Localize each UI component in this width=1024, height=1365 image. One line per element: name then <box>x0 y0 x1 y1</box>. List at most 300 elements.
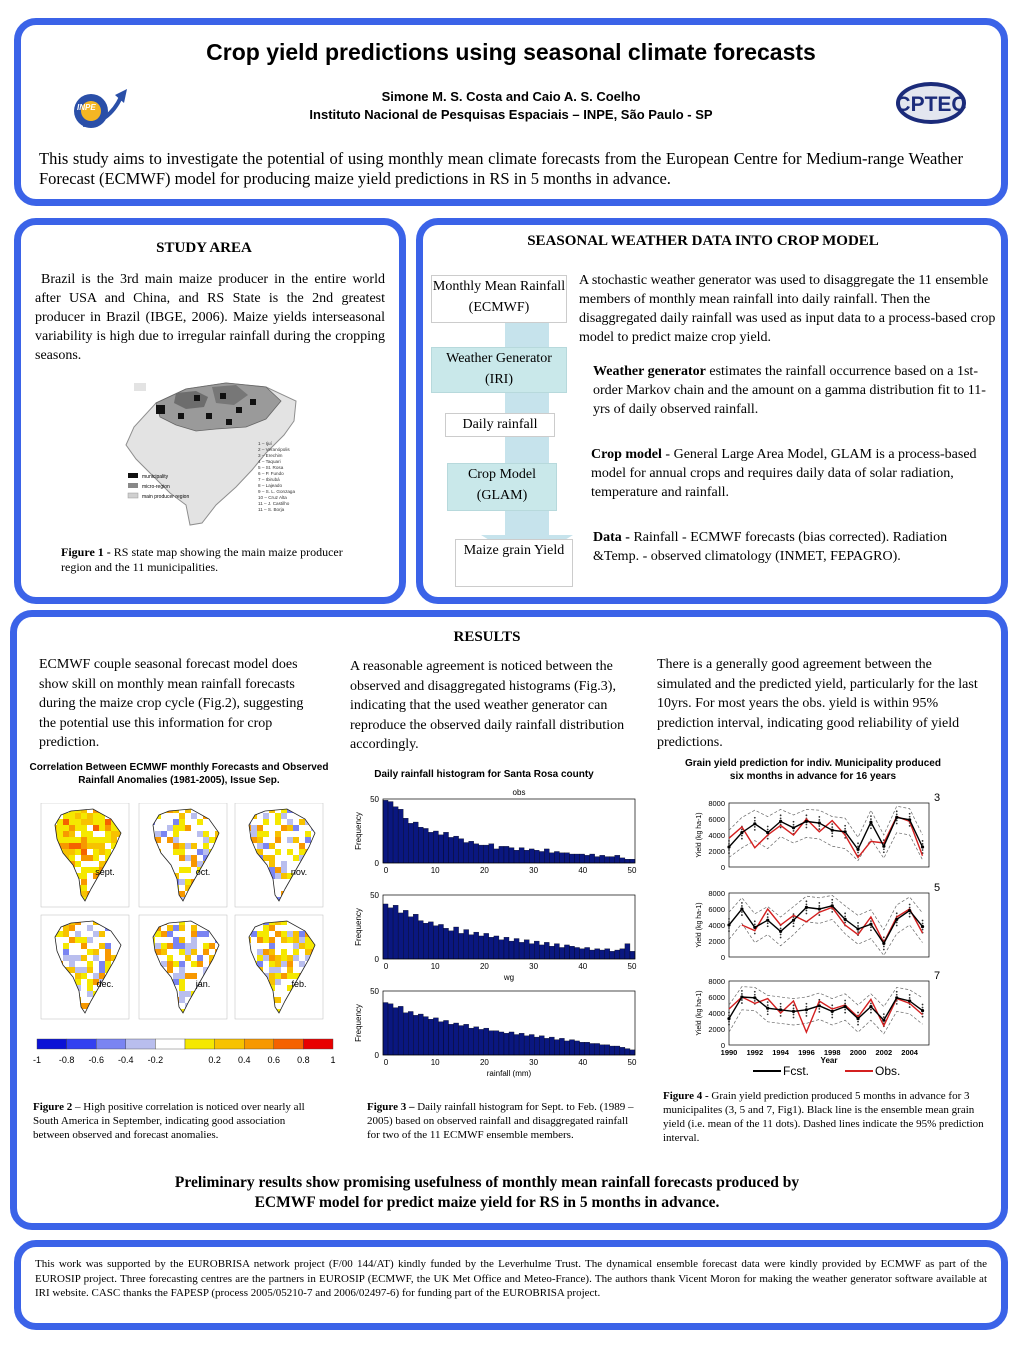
fcst-point <box>740 995 743 998</box>
histogram-bar <box>408 823 413 863</box>
ensemble-dot <box>806 814 808 816</box>
ensemble-dot <box>896 912 898 914</box>
ensemble-dot <box>831 823 833 825</box>
histogram-bar <box>428 832 433 863</box>
histogram-panel-3 <box>354 987 637 1078</box>
yield-y-tick: 6000 <box>708 905 725 914</box>
histogram-bar <box>569 1040 574 1055</box>
ensemble-dot <box>780 817 782 819</box>
ensemble-dot <box>909 813 911 815</box>
histogram-bar <box>388 802 393 863</box>
histogram-bar <box>615 855 620 863</box>
histogram-bar <box>398 1006 403 1055</box>
ensemble-dot <box>909 1006 911 1008</box>
histogram-bar <box>383 904 388 959</box>
ensemble-dot <box>780 1006 782 1008</box>
fcst-point <box>831 1010 834 1013</box>
histogram-x-tick: 0 <box>383 866 389 875</box>
crop-model-desc: - General Large Area Model, GLAM is a process-based model for annual crops and requires daily data of solar radiation, temperature and rainfall. <box>591 447 977 500</box>
fcst-point <box>766 919 769 922</box>
ensemble-dot <box>844 915 846 917</box>
rs-state-map <box>116 375 321 535</box>
flow-box-crop-model: Crop Model (GLAM) <box>447 463 557 511</box>
fcst-point <box>908 909 911 912</box>
abstract: This study aims to investigate the potential of using monthly mean climate forecasts from the European Centre for Medium-range Weather Forecast (ECMWF) model for producing maize yield predictions in RS in 5 months in advance. <box>39 149 963 188</box>
data-label: Data - <box>593 530 630 545</box>
yield-y-tick: 8000 <box>708 799 725 808</box>
histogram-bar <box>519 1033 524 1055</box>
histogram-bar <box>575 947 580 959</box>
ensemble-dot <box>896 823 898 825</box>
histogram-bar <box>474 932 479 959</box>
fcst-point <box>895 918 898 921</box>
ensemble-dot <box>883 949 885 951</box>
yield-y-label: Yield (kg ha-1) <box>696 990 703 1036</box>
histogram-x-tick: 10 <box>430 962 440 971</box>
ensemble-dot <box>870 920 872 922</box>
ensemble-dot <box>806 903 808 905</box>
ensemble-dot <box>870 815 872 817</box>
map-month-label: jan. <box>195 979 211 989</box>
histogram-bar <box>534 850 539 863</box>
colorbar-tick-label: -0.6 <box>88 1055 104 1065</box>
fcst-point <box>805 1008 808 1011</box>
ensemble-dot <box>896 991 898 993</box>
ensemble-dot <box>818 902 820 904</box>
ensemble-dot <box>741 990 743 992</box>
fcst-point <box>792 1010 795 1013</box>
fcst-point <box>727 845 730 848</box>
histogram-bar <box>595 1043 600 1055</box>
ensemble-dot <box>844 825 846 827</box>
histogram-bar <box>494 936 499 959</box>
ensemble-dot <box>767 922 769 924</box>
figure4-caption <box>663 1089 993 1145</box>
histogram-bar <box>438 835 443 863</box>
map-month-label: sept. <box>95 867 115 877</box>
weather-generator-desc: estimates the rainfall occurrence based on a 1st-order Markov chain and the amount on a gamma distribution fit to 11-yrs of daily observed rainfall. <box>593 364 986 417</box>
fcst-point <box>921 1009 924 1012</box>
fcst-point <box>792 826 795 829</box>
ensemble-dot <box>767 913 769 915</box>
yield-y-tick: 2000 <box>708 937 725 946</box>
map-legend-municipality: municipality <box>142 474 169 480</box>
map-list-item: 9 – S. L. Gonzaga <box>258 489 296 494</box>
data-desc: Rainfall - ECMWF forecasts (bias corrected). Radiation &Temp. - observed climatology (INMET, FEPAGRO). <box>593 530 948 564</box>
histogram-bar <box>393 807 398 863</box>
histogram-bar <box>549 1037 554 1055</box>
ensemble-dot <box>741 914 743 916</box>
ensemble-dot <box>909 994 911 996</box>
histogram-bar <box>585 1042 590 1055</box>
map-legend-micro-region: micro-region <box>142 484 170 490</box>
histogram-x-tick: 10 <box>430 1058 440 1067</box>
ensemble-dot <box>806 1003 808 1005</box>
fcst-point <box>882 845 885 848</box>
map-list-item: 8 – Lajeado <box>258 483 283 488</box>
ensemble-dot <box>806 1006 808 1008</box>
ensemble-dot <box>793 821 795 823</box>
histogram-bar <box>428 922 433 959</box>
flow-box-weather-generator: Weather Generator (IRI) <box>431 347 567 393</box>
correlation-map-1 <box>41 803 129 907</box>
histogram-bar <box>564 853 569 863</box>
figure4-caption-text: Grain yield prediction produced 5 months in advance for 3 municipalites (3, 5 and 7, Fig1). Black line is the ensemble mean grain yield (i.e. mean of the 11 dots). Dashed lines indicate the 95% prediction interval. <box>663 1090 984 1144</box>
histogram-bar <box>504 937 509 959</box>
ensemble-dot <box>780 937 782 939</box>
ensemble-dot <box>741 838 743 840</box>
ensemble-dot <box>818 828 820 830</box>
histogram-bar <box>408 917 413 959</box>
ensemble-dot <box>857 842 859 844</box>
histogram-bar <box>575 854 580 863</box>
map-month-label: oct. <box>195 867 211 877</box>
histogram-bar <box>443 1020 448 1055</box>
fcst-point <box>727 1017 730 1020</box>
fcst-point <box>779 820 782 823</box>
map-legend-main-region: main producer region <box>142 494 190 500</box>
histogram-x-tick: 20 <box>479 866 489 875</box>
ensemble-dot <box>793 1004 795 1006</box>
histogram-bar <box>585 947 590 959</box>
yield-y-tick: 2000 <box>708 847 725 856</box>
ensemble-dot <box>754 829 756 831</box>
yield-x-tick: 1994 <box>772 1048 789 1057</box>
fcst-point <box>818 1004 821 1007</box>
histogram-bar <box>559 853 564 863</box>
fcst-point <box>792 919 795 922</box>
map-list-item: 4 – Taquari <box>258 459 281 464</box>
histogram-bar <box>479 845 484 863</box>
ensemble-dot <box>780 827 782 829</box>
yield-y-tick: 4000 <box>708 921 725 930</box>
correlation-map-6 <box>235 915 323 1019</box>
histogram-bar <box>549 946 554 959</box>
histogram-bar <box>388 908 393 959</box>
correlation-map-4 <box>41 915 129 1019</box>
fcst-point <box>856 1017 859 1020</box>
histogram-bar <box>393 905 398 959</box>
histogram-bar <box>549 853 554 863</box>
map-list-item: 1 – Ijuí <box>258 441 272 446</box>
ensemble-dot <box>806 1012 808 1014</box>
histogram-y-tick: 50 <box>370 987 379 996</box>
ensemble-dot <box>793 830 795 832</box>
fcst-point <box>740 831 743 834</box>
yield-panel-5 <box>696 882 940 962</box>
histogram-bar <box>544 1038 549 1055</box>
histogram-bar <box>469 935 474 959</box>
fcst-point <box>921 925 924 928</box>
correlation-map-3 <box>235 803 323 907</box>
ensemble-dot <box>922 1004 924 1006</box>
histogram-x-tick: 50 <box>627 866 637 875</box>
ensemble-dot <box>922 920 924 922</box>
ensemble-dot <box>754 1000 756 1002</box>
histogram-bar <box>595 857 600 863</box>
ensemble-dot <box>883 848 885 850</box>
fcst-point <box>779 1008 782 1011</box>
histogram-bar <box>509 941 514 959</box>
ensemble-dot <box>780 814 782 816</box>
ensemble-dot <box>844 912 846 914</box>
ensemble-dot <box>831 1004 833 1006</box>
histogram-bar <box>534 941 539 959</box>
histogram-bar <box>383 1003 388 1055</box>
fcst-point <box>908 999 911 1002</box>
histogram-bar <box>539 945 544 959</box>
histogram-bar <box>580 1042 585 1055</box>
yield-x-tick: 1998 <box>823 1048 841 1057</box>
colorbar-tick-label: -0.2 <box>147 1055 164 1065</box>
footer-panel <box>14 1240 1008 1330</box>
yield-panel-3 <box>696 792 940 872</box>
histogram-bar <box>413 1015 418 1055</box>
histogram-x-tick: 30 <box>529 962 539 971</box>
ensemble-dot <box>909 997 911 999</box>
colorbar-segment <box>185 1039 215 1049</box>
histogram-bar <box>595 949 600 959</box>
ensemble-dot <box>728 930 730 932</box>
colorbar-segment <box>303 1039 333 1049</box>
fig2-title: Correlation Between ECMWF monthly Forecasts and Observed Rainfall Anomalies (1981-2005), Issue Sep. <box>29 762 329 786</box>
ensemble-dot <box>831 911 833 913</box>
histogram-bar <box>459 1026 464 1055</box>
yield-x-tick: 2000 <box>849 1048 867 1057</box>
yield-x-tick: 2004 <box>901 1048 918 1057</box>
histogram-bar <box>454 927 459 959</box>
histogram-bar <box>615 1046 620 1055</box>
histogram-bar <box>469 841 474 863</box>
histogram-bar <box>539 1036 544 1055</box>
map-month-label: feb. <box>291 979 307 989</box>
legend-fcst-label: Fcst. <box>783 1064 809 1078</box>
histogram-bar <box>625 944 630 959</box>
fcst-point <box>844 830 847 833</box>
ensemble-dot <box>728 921 730 923</box>
histogram-bar <box>569 946 574 959</box>
histogram-bar <box>605 1045 610 1055</box>
histogram-bar <box>564 1041 569 1055</box>
fcst-point <box>908 818 911 821</box>
histogram-bar <box>489 844 494 863</box>
histogram-bar <box>393 1008 398 1055</box>
ensemble-dot <box>857 922 859 924</box>
ensemble-dot <box>728 849 730 851</box>
histogram-x-tick: 30 <box>529 1058 539 1067</box>
map-list-item: 10 – Cruz Alta <box>258 495 287 500</box>
histogram-bar <box>569 854 574 863</box>
ensemble-dot <box>896 1003 898 1005</box>
histogram-bar <box>428 1019 433 1055</box>
ensemble-dot <box>793 1017 795 1019</box>
histogram-bar <box>504 1033 509 1055</box>
ensemble-dot <box>780 927 782 929</box>
yield-panel-label: 7 <box>933 970 941 982</box>
data-text <box>593 528 993 566</box>
histogram-bar <box>564 945 569 959</box>
ensemble-dot <box>883 1013 885 1015</box>
yield-panel-label: 3 <box>933 792 941 804</box>
histogram-bar <box>524 850 529 863</box>
histogram-bar <box>554 944 559 959</box>
fcst-point <box>882 942 885 945</box>
fcst-point <box>869 923 872 926</box>
ensemble-dot <box>780 1003 782 1005</box>
ensemble-dot <box>767 826 769 828</box>
fcst-point <box>856 848 859 851</box>
histogram-y-tick: 50 <box>370 891 379 900</box>
colorbar-segment <box>215 1039 245 1049</box>
seasonal-intro: A stochastic weather generator was used to disaggregate the 11 ensemble members of monthly mean rainfall into daily rainfall. Then the disaggregated daily rainfall was used as input data to a process-based crop model to predict maize crop yield. <box>579 273 996 345</box>
results-col3-text: There is a generally good agreement between the simulated and the predicted yield, particularly for the last 10yrs. For most years the obs. yield is within 95% prediction interval, indicating good reliability of yield predictions. <box>657 657 978 750</box>
histogram-x-tick: 10 <box>430 866 440 875</box>
ensemble-dot <box>922 840 924 842</box>
fcst-point <box>895 996 898 999</box>
histogram-bar <box>403 910 408 959</box>
results-col2-text: A reasonable agreement is noticed between the observed and disaggregated histograms (Fig.3), indicating that the used weather generator can reproduce the observed daily rainfall distribution accordingly. <box>350 659 625 752</box>
ensemble-dot <box>831 835 833 837</box>
histogram-bar <box>418 827 423 863</box>
figure1-caption <box>61 545 361 575</box>
ensemble-dot <box>870 929 872 931</box>
histogram-panel-title: obs <box>512 788 526 797</box>
ensemble-dot <box>909 825 911 827</box>
ensemble-dot <box>767 1004 769 1006</box>
fcst-point <box>753 822 756 825</box>
histogram-bar <box>585 855 590 863</box>
histogram-bar <box>423 923 428 959</box>
histogram-bar <box>610 857 615 863</box>
histogram-bar <box>398 913 403 959</box>
ensemble-dot <box>870 926 872 928</box>
histogram-bar <box>454 1023 459 1055</box>
histogram-x-label: rainfall (mm) <box>486 1069 532 1078</box>
yield-y-tick: 4000 <box>708 1009 725 1018</box>
fcst-point <box>727 923 730 926</box>
weather-generator-label: Weather generator <box>593 364 706 379</box>
colorbar-tick-label: 0.4 <box>237 1055 251 1065</box>
histogram-bar <box>559 947 564 959</box>
histogram-panel-1 <box>354 788 637 875</box>
ensemble-dot <box>844 1012 846 1014</box>
histogram-bar <box>433 926 438 959</box>
histogram-bar <box>484 933 489 959</box>
histogram-bar <box>504 846 509 863</box>
histogram-bar <box>423 828 428 863</box>
ensemble-dot <box>870 818 872 820</box>
histogram-bar <box>474 844 479 863</box>
histogram-bar <box>620 949 625 959</box>
ensemble-dot <box>754 994 756 996</box>
yield-x-tick: 2002 <box>875 1048 893 1057</box>
ensemble-dot <box>883 851 885 853</box>
ensemble-dot <box>793 925 795 927</box>
ensemble-dot <box>844 1009 846 1011</box>
ensemble-dot <box>754 826 756 828</box>
figure1-caption-label: Figure 1 - <box>61 545 111 559</box>
fcst-point <box>856 927 859 930</box>
ensemble-dot <box>754 933 756 935</box>
ensemble-dot <box>831 832 833 834</box>
seasonal-heading: SEASONAL WEATHER DATA INTO CROP MODEL <box>527 233 879 249</box>
histogram-bar <box>620 858 625 863</box>
ensemble-dot <box>909 916 911 918</box>
ensemble-dot <box>844 1000 846 1002</box>
histogram-bar <box>630 1050 635 1055</box>
ensemble-dot <box>806 827 808 829</box>
ensemble-dot <box>922 1007 924 1009</box>
flow-box-daily-rainfall: Daily rainfall <box>445 413 555 437</box>
ensemble-dot <box>909 913 911 915</box>
ensemble-dot <box>741 905 743 907</box>
colorbar-segment <box>126 1039 156 1049</box>
map-list-item: 6 – P. Fundo <box>258 471 284 476</box>
results-col1-text: ECMWF couple seasonal forecast model does show skill on monthly mean rainfall forecasts during the maize crop cycle (Fig.2), suggesting the potential use this information for crop prediction. <box>39 657 304 750</box>
histogram-x-tick: 0 <box>383 962 389 971</box>
yield-y-tick: 8000 <box>708 889 725 898</box>
histogram-bar <box>514 1035 519 1055</box>
ensemble-dot <box>780 1015 782 1017</box>
histogram-bar <box>559 1038 564 1055</box>
fcst-point <box>766 831 769 834</box>
ensemble-dot <box>818 825 820 827</box>
histogram-bar <box>580 949 585 959</box>
correlation-map-5 <box>139 915 227 1019</box>
ensemble-dot <box>741 1002 743 1004</box>
ensemble-dot <box>767 1001 769 1003</box>
ensemble-dot <box>780 934 782 936</box>
histogram-bar <box>580 854 585 863</box>
ensemble-dot <box>728 927 730 929</box>
crop-model-label: Crop model <box>591 447 662 462</box>
ensemble-dot <box>741 835 743 837</box>
ensemble-dot <box>754 923 756 925</box>
fcst-point <box>921 845 924 848</box>
histogram-bar <box>474 1027 479 1055</box>
ensemble-dot <box>741 993 743 995</box>
colorbar-segment <box>244 1039 274 1049</box>
yield-y-tick: 0 <box>720 1041 725 1050</box>
ensemble-dot <box>883 936 885 938</box>
seasonal-panel <box>416 218 1008 604</box>
histogram-x-tick: 40 <box>578 866 588 875</box>
histogram-panel-2 <box>354 891 637 982</box>
fcst-point <box>805 820 808 823</box>
colorbar-segment <box>37 1039 67 1049</box>
ensemble-dot <box>896 925 898 927</box>
colorbar-segment <box>67 1039 97 1049</box>
ensemble-dot <box>857 1024 859 1026</box>
ensemble-dot <box>754 920 756 922</box>
inpe-logo-text: INPE <box>77 103 96 112</box>
yield-y-tick: 2000 <box>708 1025 725 1034</box>
histogram-bar <box>529 1035 534 1055</box>
fig3-histograms <box>347 781 637 1085</box>
histogram-bar <box>469 1028 474 1055</box>
histogram-y-label: Frequency <box>354 812 363 850</box>
histogram-bar <box>484 1028 489 1055</box>
histogram-bar <box>398 809 403 863</box>
ensemble-dot <box>831 899 833 901</box>
ensemble-dot <box>728 1012 730 1014</box>
colorbar-segment <box>274 1039 304 1049</box>
ensemble-dot <box>806 913 808 915</box>
ensemble-dot <box>767 838 769 840</box>
histogram-bar <box>575 1041 580 1055</box>
fcst-point <box>844 1005 847 1008</box>
histogram-bar <box>625 859 630 863</box>
